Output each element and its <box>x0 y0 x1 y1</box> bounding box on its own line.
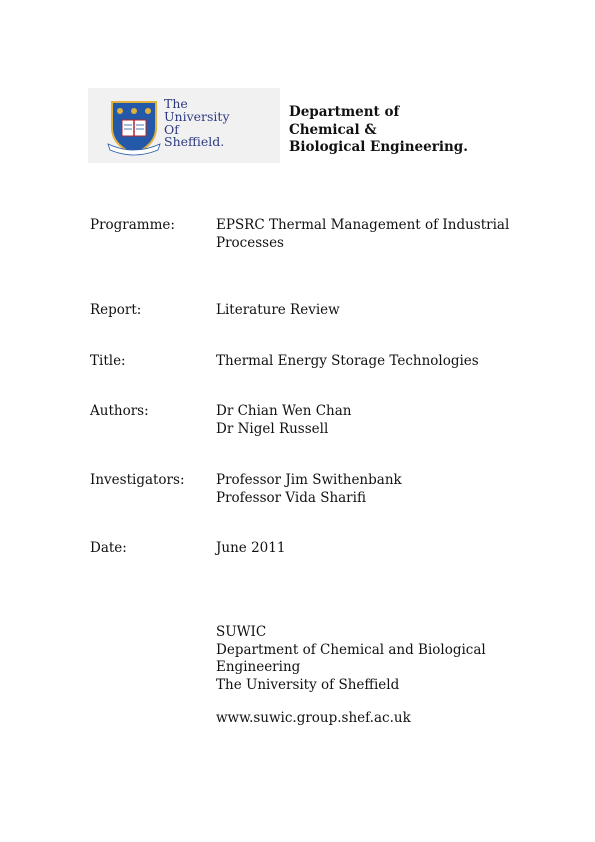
value-line: Professor Vida Sharifi <box>216 489 366 506</box>
university-logo <box>88 88 280 163</box>
programme-value <box>216 217 536 252</box>
department-heading <box>289 104 468 157</box>
department-line: Department of <box>289 104 400 120</box>
university-wordmark <box>164 98 230 149</box>
programme-label: Programme: <box>90 217 175 233</box>
value-line: Thermal Energy Storage Technologies <box>216 353 479 369</box>
investigators-value <box>216 472 536 507</box>
contact-line: Department of Chemical and Biological <box>216 641 486 658</box>
contact-line: Engineering <box>216 659 301 675</box>
report-label: Report: <box>90 302 142 318</box>
university-crest-icon <box>106 98 162 156</box>
value-line: June 2011 <box>216 540 286 556</box>
authors-label: Authors: <box>90 403 149 419</box>
contact-block <box>216 624 486 694</box>
contact-line: SUWIC <box>216 624 267 640</box>
value-line: Literature Review <box>216 302 340 318</box>
date-label: Date: <box>90 540 127 556</box>
department-line: Chemical & <box>289 121 377 138</box>
department-line: Biological Engineering. <box>289 139 468 155</box>
logo-line: Of <box>164 121 179 137</box>
title-value <box>216 353 536 371</box>
logo-line: Sheffield. <box>164 134 225 150</box>
value-line: Professor Jim Swithenbank <box>216 472 402 488</box>
report-value <box>216 302 536 320</box>
logo-line: The <box>164 96 188 111</box>
value-line: Dr Chian Wen Chan <box>216 403 352 419</box>
contact-line: The University of Sheffield <box>216 676 400 693</box>
value-line: Dr Nigel Russell <box>216 420 329 437</box>
authors-value <box>216 403 536 438</box>
value-line: EPSRC Thermal Management of Industrial <box>216 217 510 233</box>
title-label: Title: <box>90 353 126 369</box>
date-value <box>216 540 536 558</box>
logo-line: University <box>164 108 230 124</box>
value-line: Processes <box>216 234 284 251</box>
investigators-label: Investigators: <box>90 472 185 488</box>
website-link[interactable]: www.suwic.group.shef.ac.uk <box>216 710 411 726</box>
